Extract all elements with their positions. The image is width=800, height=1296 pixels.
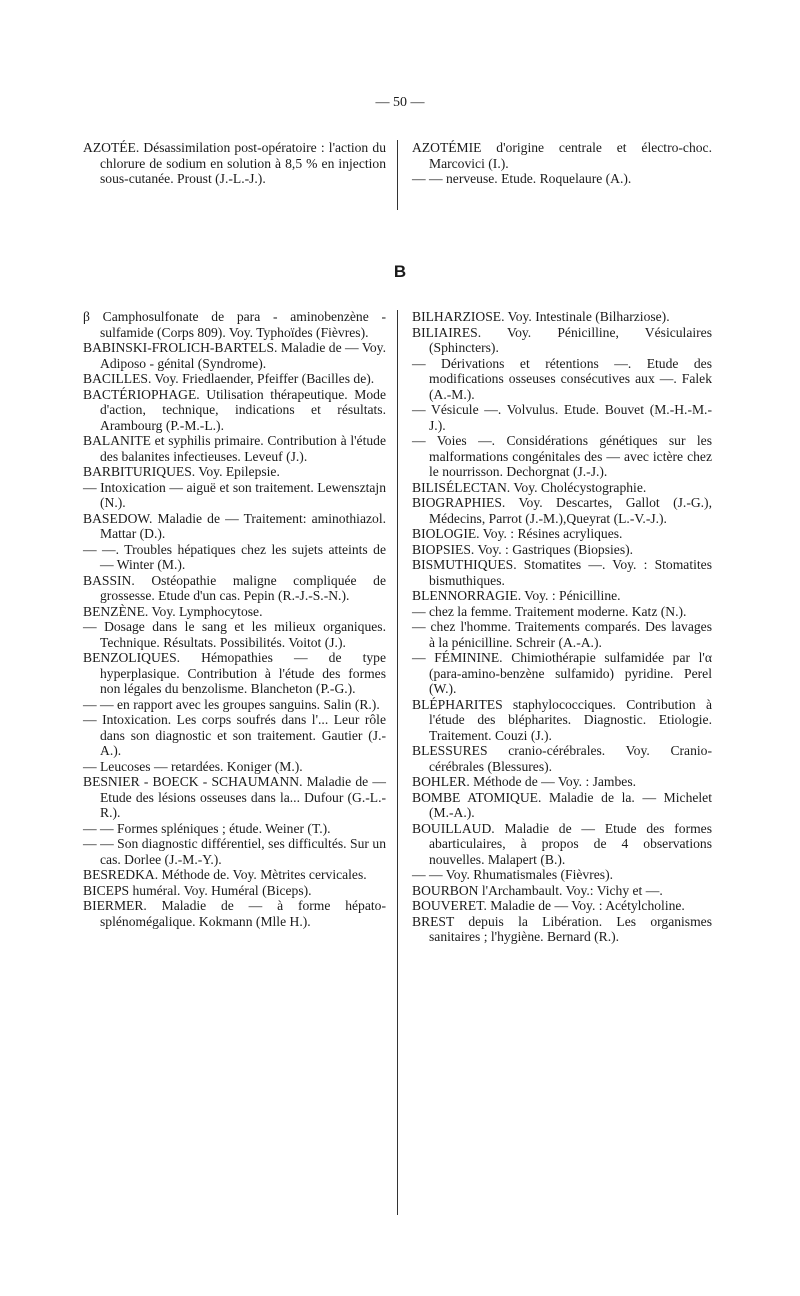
index-entry: — — en rapport avec les groupes sanguins. Salin (R.). xyxy=(83,696,380,712)
index-entry: BIERMER. Maladie de — à forme hépato-splénomégalique. Kokmann (Mlle H.). xyxy=(83,898,386,929)
index-entry: BILISÉLECTAN. Voy. Cholécystographie. xyxy=(412,479,647,495)
index-entry: BABINSKI-FROLICH-BARTELS. Maladie de — Voy. Adiposo - génital (Syndrome). xyxy=(83,340,386,371)
index-entry: AZOTÉE. Désassimilation post-opératoire : l'action du chlorure de sodium en solution à 8,5 % en injection sous-cutanée. Proust (J.-L.-J.). xyxy=(83,140,386,186)
index-entry: BIOLOGIE. Voy. : Résines acryliques. xyxy=(412,526,623,541)
index-entry: BOUILLAUD. Maladie de — Etude des formes abarticulaires, à propos de 4 observations nouvelles. Malapert (B.). xyxy=(412,820,712,867)
page-number: — 50 — xyxy=(375,95,425,110)
index-entry: BARBITURIQUES. Voy. Epilepsie. xyxy=(83,464,280,479)
index-entry: BOURBON l'Archambault. Voy.: Vichy et —. xyxy=(412,882,663,898)
index-entry: — — Voy. Rhumatismales (Fièvres). xyxy=(412,867,613,882)
index-entry: — — Son diagnostic différentiel, ses difficultés. Sur un cas. Dorlee (J.-M.-Y.). xyxy=(83,836,386,867)
index-entry: BREST depuis la Libération. Les organismes sanitaires ; l'hygiène. Bernard (R.). xyxy=(412,913,712,944)
index-entry: BICEPS huméral. Voy. Huméral (Biceps). xyxy=(83,882,312,898)
index-entry: BIOGRAPHIES. Voy. Descartes, Gallot (J.-G.), Médecins, Parrot (J.-M.),Queyrat (L.-V.-J.). xyxy=(412,495,712,526)
index-entry: BACILLES. Voy. Friedlaender, Pfeiffer (Bacilles de). xyxy=(83,371,375,386)
index-entry: BASEDOW. Maladie de — Traitement: aminothiazol. Mattar (D.). xyxy=(83,510,386,541)
right-index-column xyxy=(412,309,712,945)
left-index-column xyxy=(83,309,386,929)
index-entry: BLESSURES cranio-cérébrales. Voy. Cranio-cérébrales (Blessures). xyxy=(412,743,712,774)
index-entry: AZOTÉMIE d'origine centrale et électro-choc. Marcovici (I.). xyxy=(412,140,712,171)
index-entry: BILIAIRES. Voy. Pénicilline, Vésiculaires (Sphincters). xyxy=(412,324,712,355)
index-entry: — Leucoses — retardées. Koniger (M.). xyxy=(83,758,303,774)
index-entry: — — Formes spléniques ; étude. Weiner (T.). xyxy=(83,820,331,836)
index-entry: — Dérivations et rétentions —. Etude des modifications osseuses consécutives aux —. Falek (A.-M.). xyxy=(412,355,712,402)
index-entry: — Dosage dans le sang et les milieux organiques. Technique. Résultats. Possibilités. Voitot (J.). xyxy=(83,619,386,650)
index-entry: — chez l'homme. Traitements comparés. Des lavages à la pénicilline. Schreir (A.-A.). xyxy=(412,619,712,650)
index-entry: BESREDKA. Méthode de. Voy. Mètrites cervicales. xyxy=(83,867,367,882)
index-entry: BENZÈNE. Voy. Lymphocytose. xyxy=(83,603,263,619)
column-divider-main xyxy=(397,310,398,1215)
index-entry: — Voies —. Considérations génétiques sur les malformations congénitales des — avec ictère chez le nourrisson. Dechorgnat (J.-J.). xyxy=(412,433,712,479)
index-entry: β Camphosulfonate de para - aminobenzène - sulfamide (Corps 809). Voy. Typhoïdes (Fièvres). xyxy=(83,309,386,340)
index-entry: BASSIN. Ostéopathie maligne compliquée de grossesse. Etude d'un cas. Pepin (R.-J.-S.-N.). xyxy=(83,572,386,603)
top-left-column xyxy=(83,140,386,187)
index-entry: — —. Troubles hépatiques chez les sujets atteints de — Winter (M.). xyxy=(83,541,386,572)
column-divider-top xyxy=(397,140,398,210)
index-entry: BISMUTHIQUES. Stomatites —. Voy. : Stomatites bismuthiques. xyxy=(412,557,712,588)
index-entry: BLÉPHARITES staphylococciques. Contribution à l'étude des blépharites. Diagnostic. Etiologie. Traitement. Couzi (J.). xyxy=(412,696,712,743)
section-letter: B xyxy=(393,262,407,281)
index-entry: — chez la femme. Traitement moderne. Katz (N.). xyxy=(412,603,687,619)
index-entry: — Intoxication. Les corps soufrés dans l'... Leur rôle dans son diagnostic et son traitement. Gautier (J.-A.). xyxy=(83,712,386,758)
top-right-column xyxy=(412,140,712,187)
index-entry: — — nerveuse. Etude. Roquelaure (A.). xyxy=(412,171,632,186)
index-entry: BOHLER. Méthode de — Voy. : Jambes. xyxy=(412,774,637,789)
index-entry: BALANITE et syphilis primaire. Contribution à l'étude des balanites infectieuses. Leveuf (J.). xyxy=(83,433,386,464)
index-entry: BENZOLIQUES. Hémopathies — de type hyperplasique. Contribution à l'étude des formes non légales du benzolisme. Blancheton (P.-G.). xyxy=(83,650,386,696)
index-entry: BILHARZIOSE. Voy. Intestinale (Bilharziose). xyxy=(412,309,670,324)
index-entry: BACTÉRIOPHAGE. Utilisation thérapeutique. Mode d'action, technique, indications et résultats. Arambourg (P.-M.-L.). xyxy=(83,386,386,433)
index-entry: — Vésicule —. Volvulus. Etude. Bouvet (M.-H.-M.-J.). xyxy=(412,402,712,433)
index-entry: BOUVERET. Maladie de — Voy. : Acétylcholine. xyxy=(412,898,685,913)
index-entry: BLENNORRAGIE. Voy. : Pénicilline. xyxy=(412,588,621,603)
index-entry: — FÉMININE. Chimiothérapie sulfamidée par l'α (para-amino-benzène sulfamido) pyridine. Perel (W.). xyxy=(412,650,712,696)
index-entry: — Intoxication — aiguë et son traitement. Lewensztajn (N.). xyxy=(83,479,386,510)
index-entry: BESNIER - BOECK - SCHAUMANN. Maladie de — Etude des lésions osseuses dans la... Dufour (G.-L.-R.). xyxy=(83,774,386,820)
index-entry: BOMBE ATOMIQUE. Maladie de la. — Michelet (M.-A.). xyxy=(412,789,712,820)
index-entry: BIOPSIES. Voy. : Gastriques (Biopsies). xyxy=(412,541,634,557)
